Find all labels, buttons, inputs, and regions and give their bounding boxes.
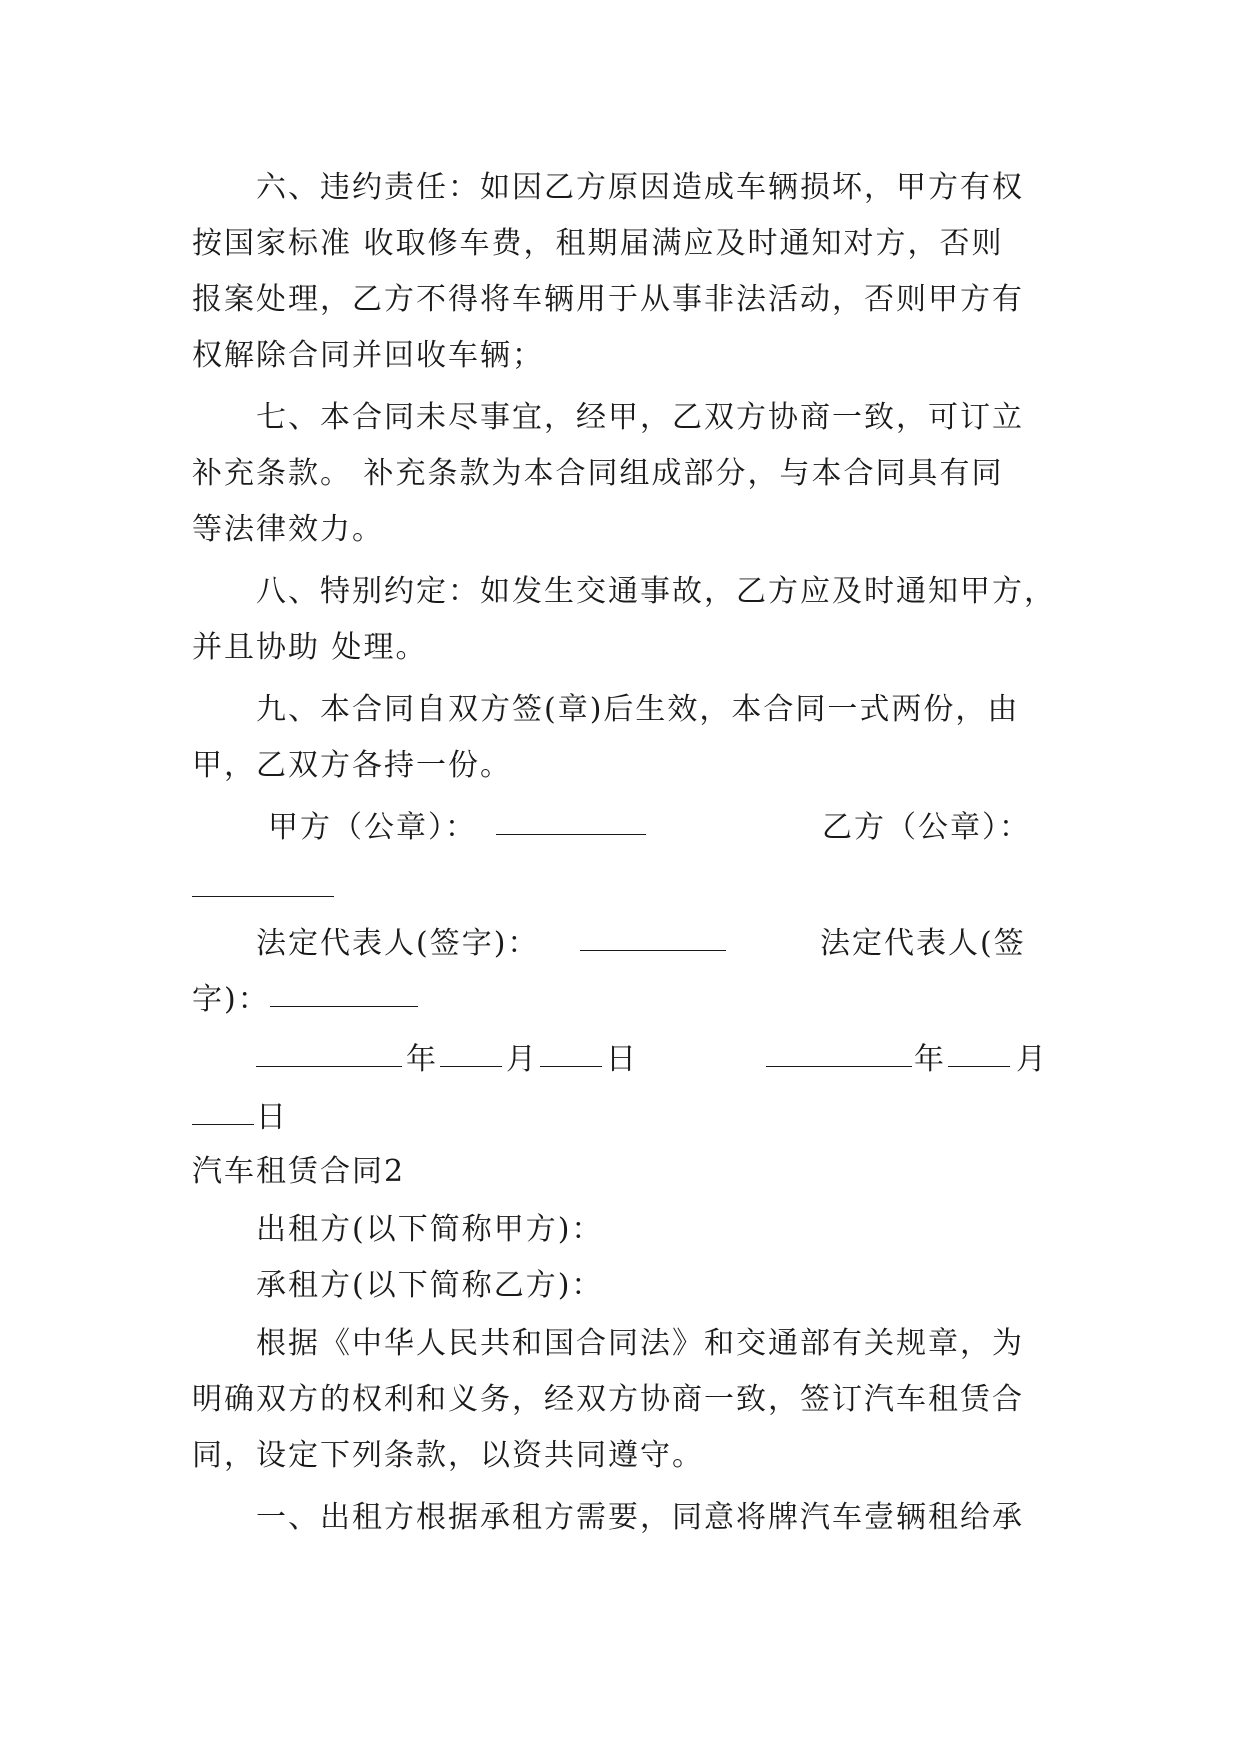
date-a-day-label: 日 (606, 1042, 638, 1077)
rep-a-label: 法定代表人(签字)： (256, 926, 540, 961)
date-b-month-label: 月 (1016, 1042, 1048, 1077)
lessee-line: 承租方(以下简称乙方)： (256, 1268, 604, 1303)
clause7-line2: 补充条款。 补充条款为本合同组成部分，与本合同具有同 (192, 456, 1004, 491)
date-b-year-label: 年 (914, 1042, 946, 1077)
party-b-seal-label: 乙方（公章）： (822, 810, 1031, 845)
date-a-month-label: 月 (506, 1042, 538, 1077)
party-b-seal-blank (192, 870, 334, 897)
date-a-day-blank (540, 1040, 602, 1067)
date-b-day-blank (192, 1098, 254, 1125)
preamble-line1: 根据《中华人民共和国合同法》和交通部有关规章，为 (256, 1326, 1024, 1361)
date-b-month-blank (948, 1040, 1010, 1067)
rep-b-label-part1: 法定代表人(签 (820, 926, 1026, 961)
rep-a-blank (580, 924, 726, 951)
preamble-line2: 明确双方的权利和义务，经双方协商一致，签订汽车租赁合 (192, 1382, 1024, 1417)
preamble-line3: 同，设定下列条款，以资共同遵守。 (192, 1438, 704, 1473)
date-a-month-blank (440, 1040, 502, 1067)
lessor-line: 出租方(以下简称甲方)： (256, 1212, 604, 1247)
clause9-line2: 甲，乙双方各持一份。 (192, 748, 512, 783)
party-a-seal-blank (496, 808, 646, 835)
clause7-line3: 等法律效力。 (192, 512, 384, 547)
clause7-line1: 七、本合同未尽事宜，经甲，乙双方协商一致，可订立 (256, 400, 1024, 435)
clause1-line1: 一、出租方根据承租方需要，同意将牌汽车壹辆租给承 (256, 1500, 1024, 1535)
rep-b-label-part2: 字)： (192, 982, 270, 1017)
clause8-line2: 并且协助 处理。 (192, 630, 428, 665)
contract2-title: 汽车租赁合同2 (192, 1154, 406, 1189)
clause6-line4: 权解除合同并回收车辆； (192, 338, 544, 373)
clause6-line2: 按国家标准 收取修车费，租期届满应及时通知对方，否则 (192, 226, 1004, 261)
date-a-year-label: 年 (406, 1042, 438, 1077)
clause9-line1: 九、本合同自双方签(章)后生效，本合同一式两份，由 (256, 692, 1020, 727)
clause8-line1: 八、特别约定：如发生交通事故，乙方应及时通知甲方， (256, 574, 1056, 609)
clause6-line3: 报案处理，乙方不得将车辆用于从事非法活动，否则甲方有 (192, 282, 1024, 317)
date-b-year-blank (766, 1040, 912, 1067)
party-a-seal-label: 甲方（公章）： (268, 810, 477, 845)
clause6-line1: 六、违约责任：如因乙方原因造成车辆损坏，甲方有权 (256, 170, 1024, 205)
date-b-day-label: 日 (256, 1100, 288, 1135)
rep-b-blank (270, 980, 418, 1007)
date-a-year-blank (256, 1040, 402, 1067)
